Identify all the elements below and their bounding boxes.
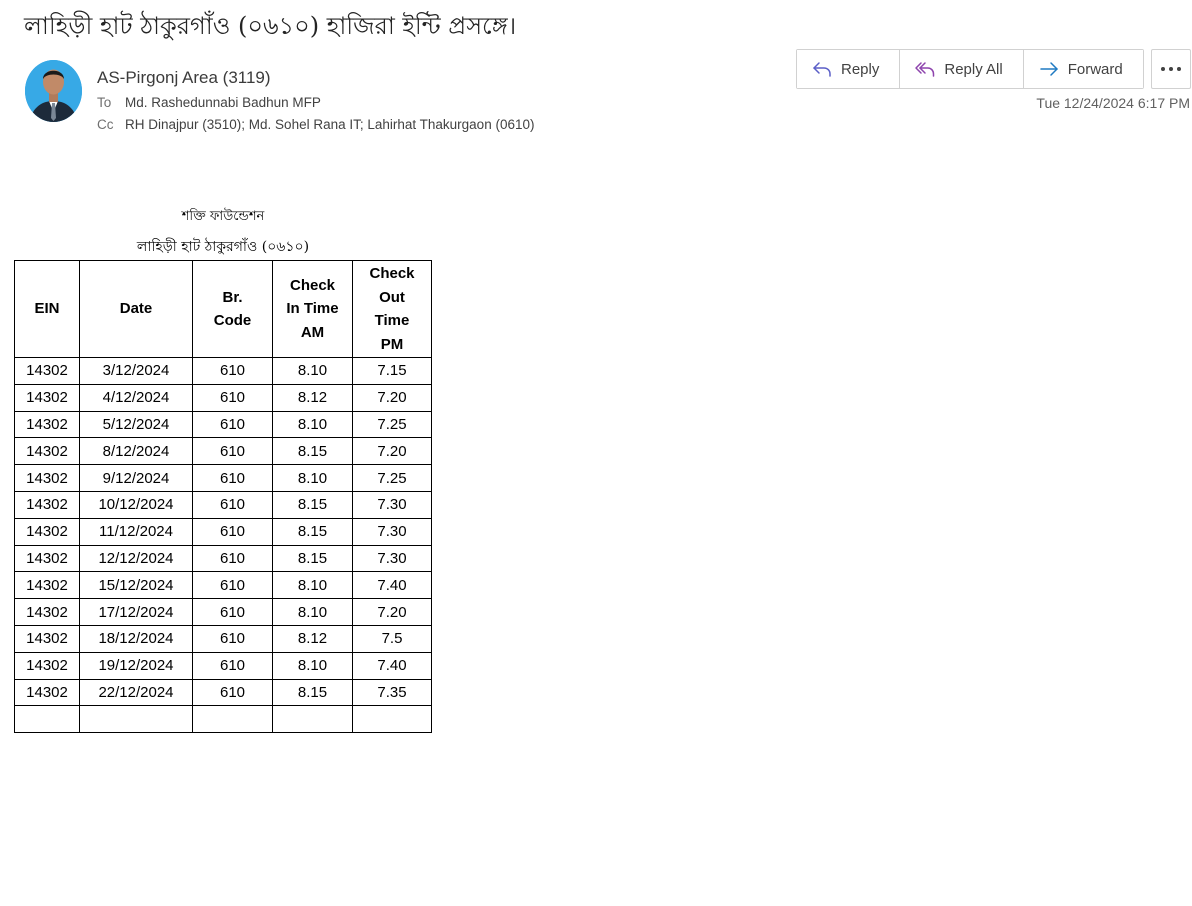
table-row (15, 358, 432, 385)
table-cell: 7.40 (353, 652, 432, 679)
sent-datetime: Tue 12/24/2024 6:17 PM (1036, 95, 1190, 111)
table-row (15, 599, 432, 626)
table-cell: 14302 (15, 599, 80, 626)
table-cell: 610 (193, 599, 273, 626)
table-row (15, 384, 432, 411)
table-row (15, 679, 432, 706)
table-cell: 12/12/2024 (80, 545, 193, 572)
table-cell: 8.15 (273, 679, 353, 706)
table-row (15, 465, 432, 492)
reply-all-icon (914, 58, 936, 80)
column-header-text: Check (289, 276, 336, 294)
table-cell: 610 (193, 625, 273, 652)
table-header-row (15, 261, 432, 358)
reply-all-button[interactable] (900, 50, 1023, 88)
column-header-text: AM (300, 323, 325, 341)
table-cell: 8.10 (273, 652, 353, 679)
reply-icon (811, 58, 833, 80)
message-actions (796, 49, 1144, 89)
table-cell: 8.12 (273, 625, 353, 652)
table-row (15, 438, 432, 465)
table-cell: 14302 (15, 358, 80, 385)
sender-avatar[interactable] (25, 60, 82, 122)
table-cell: 7.30 (353, 518, 432, 545)
table-row (15, 411, 432, 438)
table-cell: 5/12/2024 (80, 411, 193, 438)
table-cell: 15/12/2024 (80, 572, 193, 599)
attendance-table (14, 260, 432, 733)
table-cell (273, 706, 353, 733)
column-header (15, 261, 80, 358)
table-cell: 8.10 (273, 572, 353, 599)
cc-row (97, 117, 534, 132)
table-row (15, 518, 432, 545)
cc-recipients[interactable]: RH Dinajpur (3510); Md. Sohel Rana IT; Lahirhat Thakurgaon (0610) (125, 117, 535, 132)
forward-label: Forward (1067, 60, 1123, 78)
column-header (273, 261, 353, 358)
table-cell: 7.40 (353, 572, 432, 599)
table-cell: 14302 (15, 518, 80, 545)
table-cell: 610 (193, 465, 273, 492)
table-cell: 610 (193, 545, 273, 572)
table-cell: 8.15 (273, 518, 353, 545)
column-header-text: In Time (286, 300, 339, 318)
column-header-text: Br. (222, 288, 243, 306)
table-cell (15, 706, 80, 733)
to-row (97, 95, 321, 110)
table-row (15, 625, 432, 652)
forward-button[interactable] (1024, 50, 1143, 88)
table-cell: 610 (193, 384, 273, 411)
table-cell: 11/12/2024 (80, 518, 193, 545)
attendance-table-body (15, 358, 432, 733)
column-header (193, 261, 273, 358)
more-actions-button[interactable] (1151, 49, 1191, 89)
table-cell (193, 706, 273, 733)
table-cell: 7.20 (353, 599, 432, 626)
column-header-text: Out (379, 288, 405, 306)
table-cell: 8.10 (273, 411, 353, 438)
table-cell: 17/12/2024 (80, 599, 193, 626)
table-cell: 14302 (15, 465, 80, 492)
column-header-text: Code (213, 312, 252, 329)
column-header (80, 261, 193, 358)
table-cell: 4/12/2024 (80, 384, 193, 411)
table-row (15, 572, 432, 599)
table-row (15, 545, 432, 572)
table-cell: 610 (193, 491, 273, 518)
table-cell: 22/12/2024 (80, 679, 193, 706)
reply-all-label: Reply All (944, 60, 1003, 78)
branch-name: লাহিড়ী হাট ঠাকুরগাঁও (০৬১০) (136, 239, 310, 255)
table-cell: 610 (193, 679, 273, 706)
organization-name: শক্তি ফাউন্ডেশন (181, 209, 265, 224)
table-cell: 610 (193, 518, 273, 545)
table-cell: 9/12/2024 (80, 465, 193, 492)
table-cell: 19/12/2024 (80, 652, 193, 679)
column-header-text: Date (119, 300, 153, 318)
column-header-text: Time (374, 312, 410, 329)
table-cell: 14302 (15, 652, 80, 679)
table-cell: 7.15 (353, 358, 432, 385)
table-cell: 10/12/2024 (80, 491, 193, 518)
table-cell: 8.15 (273, 545, 353, 572)
reply-label: Reply (841, 60, 880, 78)
table-cell: 610 (193, 572, 273, 599)
table-cell: 7.20 (353, 438, 432, 465)
table-cell: 7.25 (353, 465, 432, 492)
table-cell: 14302 (15, 491, 80, 518)
table-cell: 610 (193, 358, 273, 385)
table-cell: 14302 (15, 572, 80, 599)
to-recipients[interactable]: Md. Rashedunnabi Badhun MFP (125, 95, 321, 110)
table-cell: 14302 (15, 625, 80, 652)
table-row (15, 706, 432, 733)
column-header (353, 261, 432, 358)
table-cell: 7.30 (353, 545, 432, 572)
table-cell: 14302 (15, 438, 80, 465)
table-cell: 8.15 (273, 438, 353, 465)
table-cell: 7.30 (353, 491, 432, 518)
table-cell: 8.10 (273, 465, 353, 492)
table-cell: 8/12/2024 (80, 438, 193, 465)
table-cell: 14302 (15, 545, 80, 572)
table-cell: 7.5 (353, 625, 432, 652)
table-cell: 7.25 (353, 411, 432, 438)
table-row (15, 652, 432, 679)
table-cell: 8.15 (273, 491, 353, 518)
table-row (15, 491, 432, 518)
table-cell (80, 706, 193, 733)
reply-button[interactable] (797, 50, 900, 88)
column-header-text: Check (369, 265, 415, 282)
sender-name[interactable]: AS-Pirgonj Area (3119) (97, 68, 271, 87)
to-label: To (97, 95, 112, 110)
column-header-text: PM (380, 335, 404, 353)
table-cell: 8.12 (273, 384, 353, 411)
table-cell: 7.35 (353, 679, 432, 706)
table-cell: 14302 (15, 679, 80, 706)
table-cell: 18/12/2024 (80, 625, 193, 652)
email-subject: লাহিড়ী হাট ঠাকুরগাঁও (০৬১০) হাজিরা ইন্টি প্রসঙ্গে। (24, 12, 517, 40)
table-cell: 14302 (15, 411, 80, 438)
table-cell: 7.20 (353, 384, 432, 411)
table-cell: 610 (193, 652, 273, 679)
table-cell: 610 (193, 411, 273, 438)
table-cell: 8.10 (273, 599, 353, 626)
column-header-text: EIN (34, 300, 60, 318)
table-cell: 3/12/2024 (80, 358, 193, 385)
cc-label: Cc (97, 117, 114, 132)
table-cell: 610 (193, 438, 273, 465)
forward-icon (1038, 58, 1060, 80)
more-horizontal-icon (1160, 66, 1182, 72)
table-cell: 14302 (15, 384, 80, 411)
table-cell: 8.10 (273, 358, 353, 385)
table-cell (353, 706, 432, 733)
avatar-photo-icon (25, 60, 82, 122)
